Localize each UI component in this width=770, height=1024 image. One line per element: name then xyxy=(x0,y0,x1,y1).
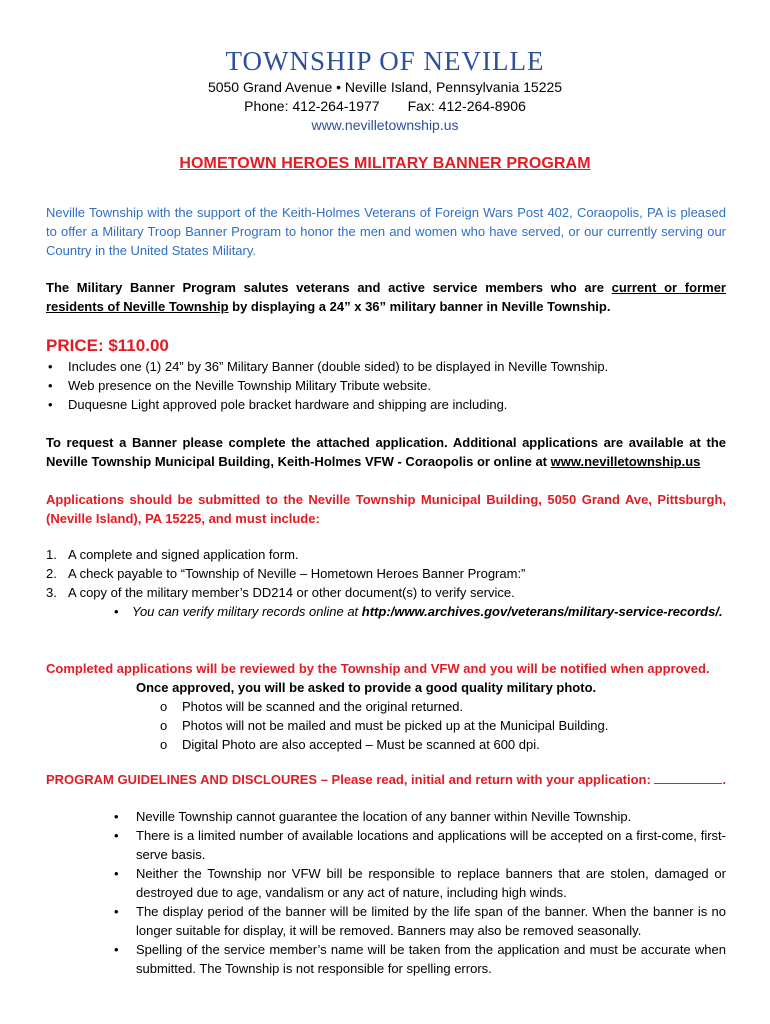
approved-note: Once approved, you will be asked to provide a good quality military photo. xyxy=(136,680,597,695)
list-item: • Includes one (1) 24” by 36” Military Banner (double sided) to be displayed in Neville Township. xyxy=(46,357,726,376)
list-item: o Photos will be scanned and the original returned. xyxy=(158,697,738,716)
list-item: • Spelling of the service member’s name will be taken from the application and must be accurate when submitted. The Township is not responsible for spelling errors. xyxy=(110,940,726,978)
request-paragraph xyxy=(46,433,726,471)
list-item: o Photos will not be mailed and must be picked up at the Municipal Building. xyxy=(158,716,738,735)
salute-text: The Military Banner Program salutes veterans and active service members who are xyxy=(46,280,612,295)
program-title: HOMETOWN HEROES MILITARY BANNER PROGRAM xyxy=(179,155,591,172)
request-text: To request a Banner please complete the attached application. Additional applications are available at the Neville Township Municipal Building, Keith-Holmes VFW - Coraopolis or online at xyxy=(46,435,726,469)
archives-link[interactable]: http:/www.archives.gov/veterans/military-service-records/. xyxy=(361,604,723,619)
list-item: • Web presence on the Neville Township Military Tribute website. xyxy=(46,376,726,395)
list-item: • Duquesne Light approved pole bracket hardware and shipping are including. xyxy=(46,395,726,414)
township-title: TOWNSHIP OF NEVILLE xyxy=(225,46,545,76)
list-item: • There is a limited number of available locations and applications will be accepted on a first-come, first-serve basis. xyxy=(110,826,726,864)
guidelines-heading: PROGRAM GUIDELINES AND DISCLOURES – Please read, initial and return with your application: . xyxy=(46,772,727,787)
includes-list xyxy=(46,357,726,414)
list-item: • The display period of the banner will be limited by the life span of the banner. When the banner is no longer suitable for display, it will be removed. Banners may also be removed seasonally. xyxy=(110,902,726,940)
list-item: • Neither the Township nor VFW bill be responsible to replace banners that are stolen, damaged or destroyed due to age, vandalism or any act of nature, including high winds. xyxy=(110,864,726,902)
price-heading: PRICE: $110.00 xyxy=(46,336,169,355)
website-link[interactable]: www.nevilletownship.us xyxy=(311,117,459,133)
fax-number: Fax: 412-264-8906 xyxy=(407,98,526,114)
guidelines-list xyxy=(110,807,726,978)
submit-note: Applications should be submitted to the Neville Township Municipal Building, 5050 Grand Ave, Pittsburgh, (Neville Island), PA 15225, and must include: xyxy=(46,492,726,526)
review-note: Completed applications will be reviewed by the Township and VFW and you will be notified when approved. xyxy=(46,661,710,676)
initial-blank[interactable] xyxy=(654,771,722,784)
salute-text-end: by displaying a 24” x 36” military banner in Neville Township. xyxy=(228,299,611,314)
contact-line xyxy=(0,97,770,115)
list-item: 3. A copy of the military member’s DD214 or other document(s) to verify service. xyxy=(46,585,515,600)
list-item: o Digital Photo are also accepted – Must be scanned at 600 dpi. xyxy=(158,735,738,754)
address-line: 5050 Grand Avenue • Neville Island, Pennsylvania 15225 xyxy=(207,79,563,95)
requirements-list xyxy=(46,545,726,621)
salute-paragraph xyxy=(46,278,726,316)
list-item: • Neville Township cannot guarantee the location of any banner within Neville Township. xyxy=(110,807,726,826)
list-item: 2. A check payable to “Township of Neville – Hometown Heroes Banner Program:” xyxy=(46,566,526,581)
request-website-link[interactable]: www.nevilletownship.us xyxy=(550,454,701,469)
salute-residents: current or former residents of Neville Township xyxy=(46,280,726,314)
photo-rules-list xyxy=(158,697,738,754)
verify-note: • You can verify military records online at http:/www.archives.gov/veterans/military-service-records/. xyxy=(46,602,726,621)
intro-paragraph: Neville Township with the support of the Keith-Holmes Veterans of Foreign Wars Post 402, Coraopolis, PA is pleased to offer a Military Troop Banner Program to honor the men and women who have served, or our currently serving our Country in the United States Military. xyxy=(46,205,726,258)
phone-number: Phone: 412-264-1977 xyxy=(244,98,380,114)
list-item: 1. A complete and signed application form. xyxy=(46,547,299,562)
